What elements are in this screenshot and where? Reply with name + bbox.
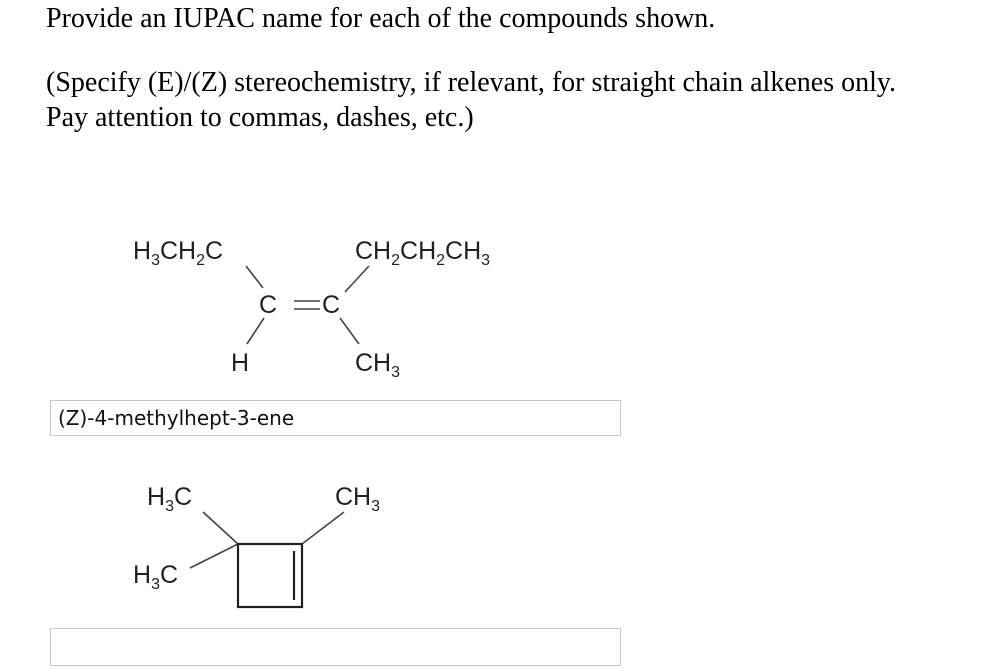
- compound1-bond-bottom-right: [340, 318, 359, 344]
- compound1-bond-top-right: [345, 266, 369, 292]
- compound2-bond-top-right-methyl: [302, 512, 344, 544]
- compound1-bond-top-left: [246, 266, 263, 288]
- compound2-bond-top-left-methyl: [203, 512, 238, 544]
- compound1-bottom-left-group: H: [231, 349, 250, 377]
- compound2-left-group: $H_3C$: [133, 561, 179, 593]
- compound1-carbon-right: C: [322, 291, 341, 319]
- compound2-answer-input[interactable]: [50, 628, 621, 666]
- compound2-top-right-group: $CH_3$: [335, 483, 381, 515]
- compound2-top-left-group: $H_3C$: [147, 483, 193, 515]
- compound1-top-right-group: $CH_2CH_2CH_3$: [355, 237, 491, 269]
- compound1-bottom-right-group: $CH_3$: [355, 349, 401, 381]
- compound2-cyclobutene-ring: [238, 544, 302, 607]
- compound1-carbon-left: C: [259, 291, 278, 319]
- compound1-top-left-group: $H_3CH_2C$: [133, 237, 224, 269]
- instruction-title: Provide an IUPAC name for each of the compounds shown.: [46, 3, 716, 34]
- compound1-bond-bottom-left: [247, 318, 264, 344]
- instruction-punctuation-note: Pay attention to commas, dashes, etc.): [46, 102, 474, 133]
- compound2-bond-left-methyl: [190, 544, 238, 568]
- instruction-stereochemistry-note: (Specify (E)/(Z) stereochemistry, if relevant, for straight chain alkenes only.: [46, 67, 897, 98]
- compound1-answer-input[interactable]: (Z)-4-methylhept-3-ene: [50, 400, 621, 436]
